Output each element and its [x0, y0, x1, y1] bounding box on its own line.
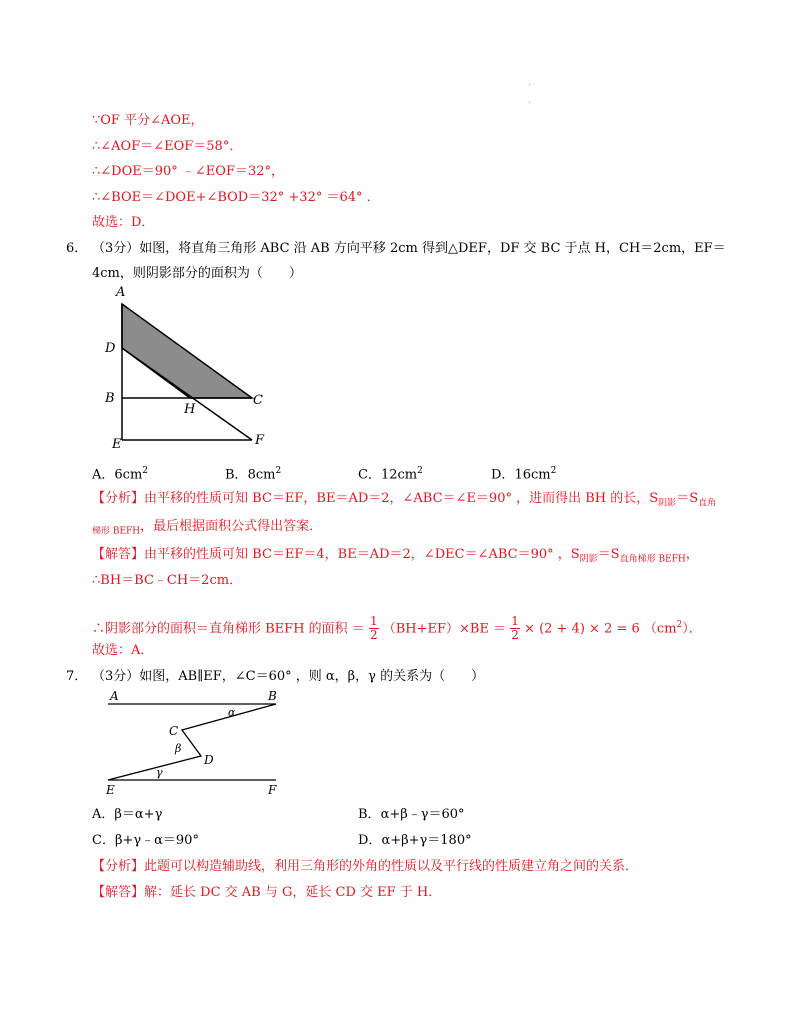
q6-label-E: E: [112, 437, 122, 452]
q7-label-A: A: [110, 689, 119, 703]
q6-label-F: F: [255, 433, 265, 448]
fraction-one-half: $\frac{1}{2}$: [369, 614, 378, 643]
q6-answer-line-4: 故选：A．: [92, 643, 154, 658]
q6-analysis-line-1: 【分析】由平移的性质可知 BC＝EF，BE＝AD＝2，∠ABC＝∠E＝90° ，进而得出 BH 的长，$S_{阴影}=S_{直角}$: [92, 491, 717, 509]
prev-solution-line-3: ∴∠DOE＝90° ﹣∠EOF＝32°，: [92, 164, 285, 179]
q6-shaded-region: [122, 304, 252, 398]
q6-option-d[interactable]: D．$16cm^2$: [491, 466, 557, 483]
q6-option-a[interactable]: A．$6cm^2$: [92, 466, 149, 483]
q6-answer-line-1: 【解答】由平移的性质可知 BC＝EF＝4，BE＝AD＝2，∠DEC＝∠ABC＝90° ，$S_{阴影}=S_{直角梯形 BEFH}$，: [92, 547, 699, 565]
q6-answer-line-2: ∴BH＝BC﹣CH＝2cm．: [92, 573, 243, 588]
prev-solution-line-5: 故选：D．: [92, 215, 155, 230]
q6-stem-line-1: （3分）如图，将直角三角形 ABC 沿 AB 方向平移 2cm 得到△DEF，DF 交 BC 于点 H，CH＝2cm，EF＝: [92, 241, 726, 256]
q6-option-c[interactable]: C．$12cm^2$: [358, 466, 423, 483]
q7-label-D: D: [204, 753, 214, 767]
q6-label-A: A: [116, 285, 126, 300]
q7-label-B: B: [268, 689, 277, 703]
q6-option-b[interactable]: B．$8cm^2$: [225, 466, 282, 483]
corner-dot: .: [528, 78, 531, 88]
q7-stem: （3分）如图，AB∥EF，∠C＝60° ，则 α，β，γ 的关系为（ ）: [92, 669, 485, 684]
q6-label-B: B: [105, 391, 115, 406]
q7-answer: 【解答】解：延长 DC 交 AB 与 G，延长 CD 交 EF 于 H．: [92, 885, 442, 900]
q7-label-E: E: [106, 783, 115, 797]
q6-label-C: C: [253, 393, 263, 408]
q6-label-D: D: [105, 341, 116, 356]
q7-option-d[interactable]: D．α+β+γ＝180°: [358, 833, 472, 848]
corner-dot: .: [528, 96, 531, 106]
q6-answer-line-3: ∴阴影部分的面积＝直角梯形 BEFH 的面积 ＝ $\frac{1}{2}$ （BH+EF）×BE ＝ $\frac{1}{2}$ × (2 + 4) × 2 = 6 $(cm^2)$．: [92, 614, 702, 643]
q7-figure: [100, 688, 290, 800]
q7-option-a[interactable]: A．β＝α+γ: [92, 807, 163, 822]
q7-option-b[interactable]: B．α+β﹣γ＝60°: [358, 807, 465, 822]
q7-label-F: F: [268, 783, 277, 797]
q7-label-gamma: γ: [156, 766, 163, 779]
prev-solution-line-2: ∴∠AOF＝∠EOF＝58°．: [92, 139, 243, 154]
q7-option-c[interactable]: C．β+γ﹣α＝90°: [92, 833, 199, 848]
q6-figure: [100, 282, 280, 452]
fraction-one-half: $\frac{1}{2}$: [511, 614, 519, 643]
q6-stem-line-2: 4cm，则阴影部分的面积为（ ）: [92, 266, 302, 281]
q7-label-beta: β: [175, 742, 182, 755]
q7-label-C: C: [169, 724, 179, 738]
q6-analysis-line-2: $_{梯形 BEFH}$，最后根据面积公式得出答案．: [92, 519, 323, 537]
prev-solution-line-4: ∴∠BOE＝∠DOE+∠BOD＝32° +32° ＝64° ．: [92, 190, 380, 205]
q7-analysis: 【分析】此题可以构造辅助线，利用三角形的外角的性质以及平行线的性质建立角之间的关系．: [92, 859, 639, 874]
q7-label-alpha: α: [228, 706, 236, 719]
q7-number: 7．: [66, 669, 88, 684]
q6-label-H: H: [184, 402, 196, 417]
q6-number: 6．: [66, 241, 88, 256]
prev-solution-line-1: ∵OF 平分∠AOE，: [92, 113, 204, 128]
